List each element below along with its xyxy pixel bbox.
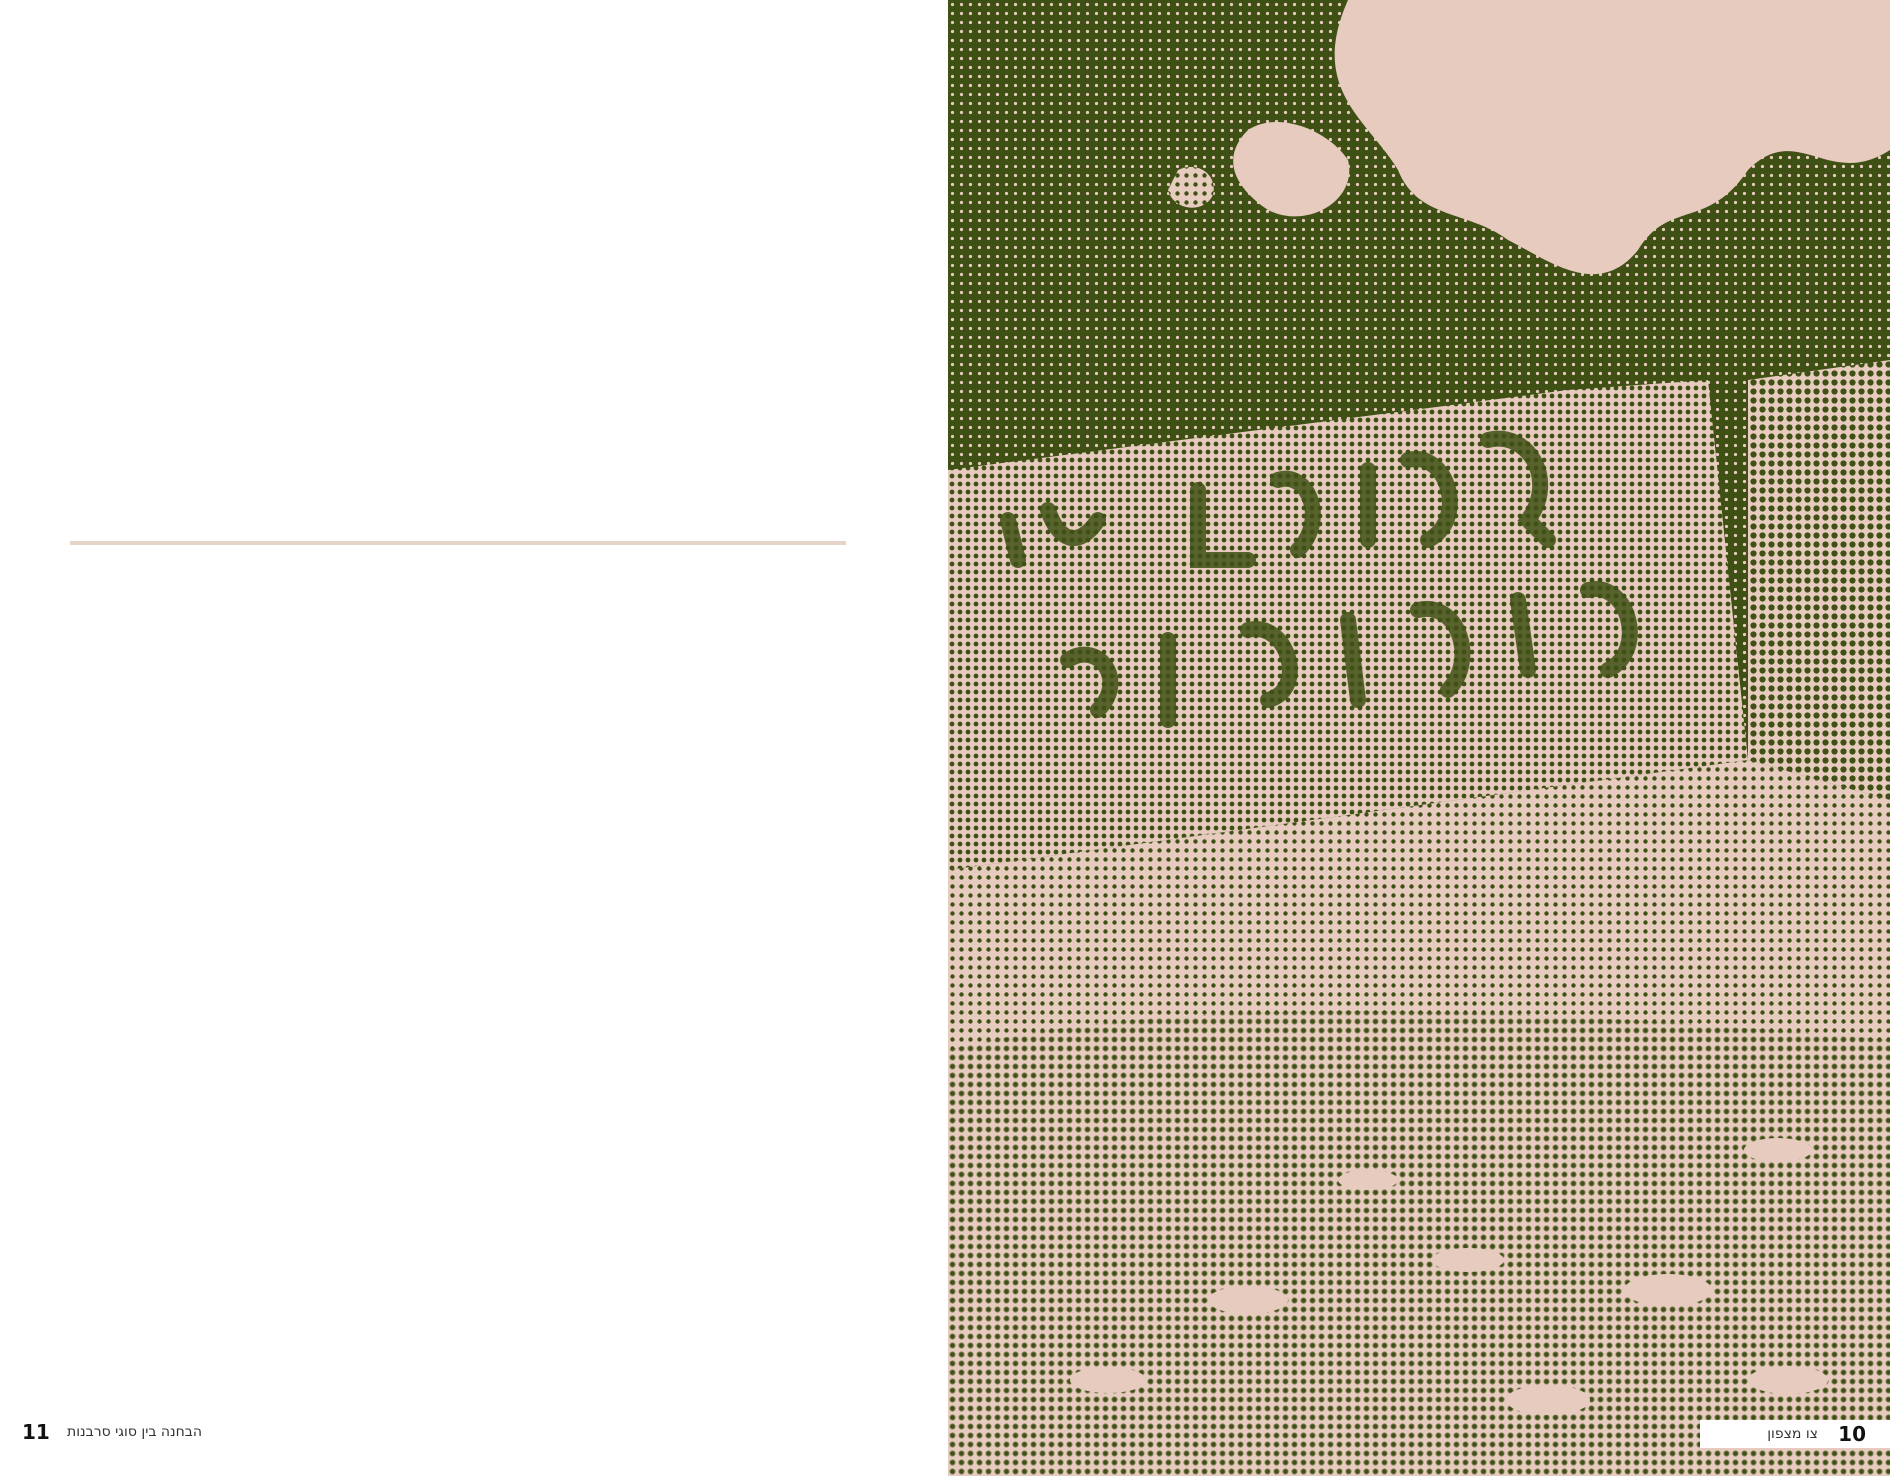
- page-number: 11: [22, 1420, 50, 1444]
- running-title: הבחנה בין סוגי סרבנות: [67, 1424, 203, 1440]
- divider-rule: [70, 541, 846, 545]
- page-number: 10: [1838, 1422, 1866, 1446]
- footer-right: [1700, 1420, 1890, 1448]
- footer-left: [22, 1420, 282, 1444]
- halftone-protest-photo: [948, 0, 1890, 1476]
- running-title: צו מצפון: [1767, 1426, 1818, 1442]
